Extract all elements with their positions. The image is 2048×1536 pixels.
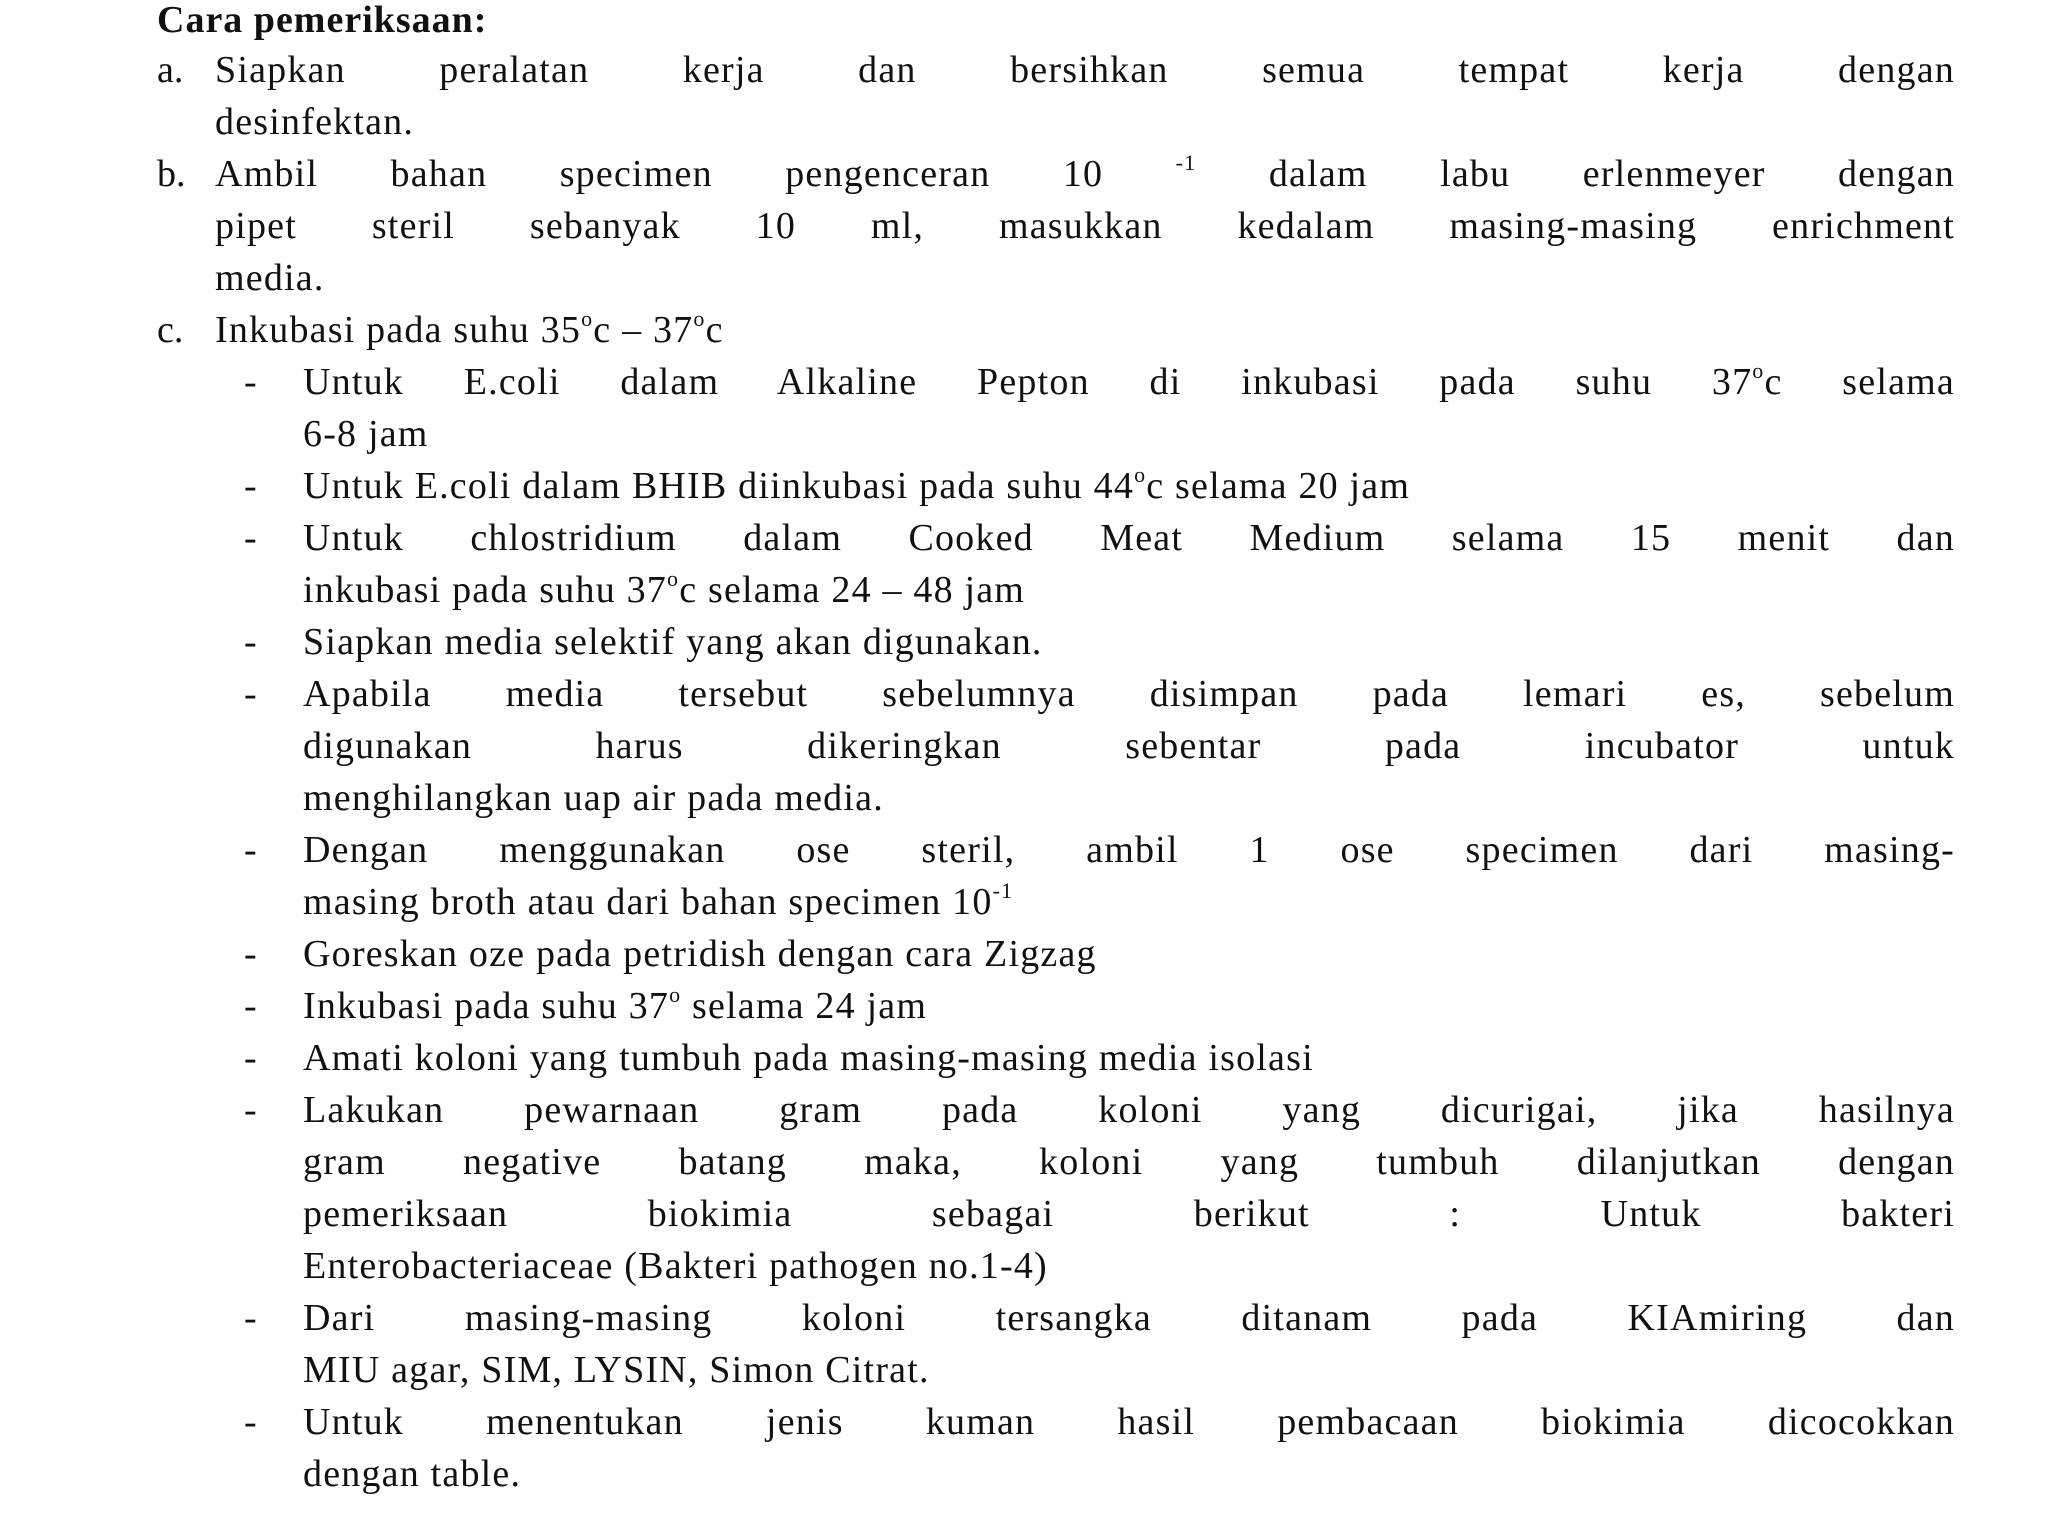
bullet-6-line-2: masing broth atau dari bahan specimen $10^{-1}$ bbox=[303, 878, 1014, 923]
bullet-10-line-4: Enterobacteriaceae (Bakteri pathogen no.1-4) bbox=[303, 1245, 1048, 1287]
bullet-8-line-1: Inkubasi pada suhu 37$^o$ selama 24 jam bbox=[303, 982, 928, 1027]
bullet-dash: - bbox=[244, 465, 257, 507]
bullet-6-line-1: Dengan menggunakan ose steril, ambil 1 ose specimen dari masing- bbox=[303, 829, 1955, 871]
bullet-5-line-3: menghilangkan uap air pada media. bbox=[303, 777, 884, 819]
step-b-line-2: pipet steril sebanyak 10 ml, masukkan kedalam masing-masing enrichment bbox=[215, 205, 1955, 247]
bullet-dash: - bbox=[244, 1089, 257, 1131]
bullet-dash: - bbox=[244, 361, 257, 403]
bullet-10-line-3: pemeriksaan biokimia sebagai berikut : Untuk bakteri bbox=[303, 1193, 1955, 1235]
bullet-10-line-2: gram negative batang maka, koloni yang tumbuh dilanjutkan dengan bbox=[303, 1141, 1955, 1183]
bullet-3-line-1: Untuk chlostridium dalam Cooked Meat Medium selama 15 menit dan bbox=[303, 517, 1955, 559]
section-heading: Cara pemeriksaan: bbox=[157, 0, 488, 41]
bullet-12-line-1: Untuk menentukan jenis kuman hasil pembacaan biokimia dicocokkan bbox=[303, 1401, 1955, 1443]
bullet-3-line-2: inkubasi pada suhu 37$^o$c selama 24 – 48 jam bbox=[303, 566, 1026, 611]
bullet-7-line-1: Goreskan oze pada petridish dengan cara Zigzag bbox=[303, 933, 1097, 975]
bullet-12-line-2: dengan table. bbox=[303, 1453, 522, 1495]
bullet-dash: - bbox=[244, 1037, 257, 1079]
bullet-dash: - bbox=[244, 621, 257, 663]
bullet-5-line-2: digunakan harus dikeringkan sebentar pada incubator untuk bbox=[303, 725, 1955, 767]
bullet-dash: - bbox=[244, 517, 257, 559]
bullet-1-line-2: 6-8 jam bbox=[303, 413, 429, 455]
step-a-line-2: desinfektan. bbox=[215, 101, 415, 143]
step-marker-c: c. bbox=[157, 309, 184, 351]
bullet-5-line-1: Apabila media tersebut sebelumnya disimpan pada lemari es, sebelum bbox=[303, 673, 1955, 715]
bullet-dash: - bbox=[244, 985, 257, 1027]
bullet-9-line-1: Amati koloni yang tumbuh pada masing-masing media isolasi bbox=[303, 1037, 1314, 1079]
bullet-11-line-2: MIU agar, SIM, LYSIN, Simon Citrat. bbox=[303, 1349, 930, 1391]
bullet-dash: - bbox=[244, 673, 257, 715]
bullet-10-line-1: Lakukan pewarnaan gram pada koloni yang dicurigai, jika hasilnya bbox=[303, 1089, 1955, 1131]
bullet-dash: - bbox=[244, 829, 257, 871]
step-marker-a: a. bbox=[157, 49, 184, 91]
bullet-1-line-1: Untuk E.coli dalam Alkaline Pepton di inkubasi pada suhu 37$^o$c selama bbox=[303, 358, 1956, 403]
bullet-dash: - bbox=[244, 933, 257, 975]
step-a-line-1: Siapkan peralatan kerja dan bersihkan semua tempat kerja dengan bbox=[215, 49, 1955, 91]
step-b-line-3: media. bbox=[215, 257, 325, 299]
bullet-2-line-1: Untuk E.coli dalam BHIB diinkubasi pada suhu 44$^o$c selama 20 jam bbox=[303, 462, 1411, 507]
step-b-line-1: Ambil bahan specimen pengenceran 10 $^{-1}$ dalam labu erlenmeyer dengan bbox=[215, 150, 1955, 195]
bullet-dash: - bbox=[244, 1297, 257, 1339]
step-marker-b: b. bbox=[157, 153, 186, 195]
bullet-dash: - bbox=[244, 1401, 257, 1443]
step-c-line-1: Inkubasi pada suhu 35$^o$c – 37$^o$c bbox=[215, 306, 724, 351]
bullet-11-line-1: Dari masing-masing koloni tersangka ditanam pada KIAmiring dan bbox=[303, 1297, 1955, 1339]
bullet-4-line-1: Siapkan media selektif yang akan digunakan. bbox=[303, 621, 1043, 663]
